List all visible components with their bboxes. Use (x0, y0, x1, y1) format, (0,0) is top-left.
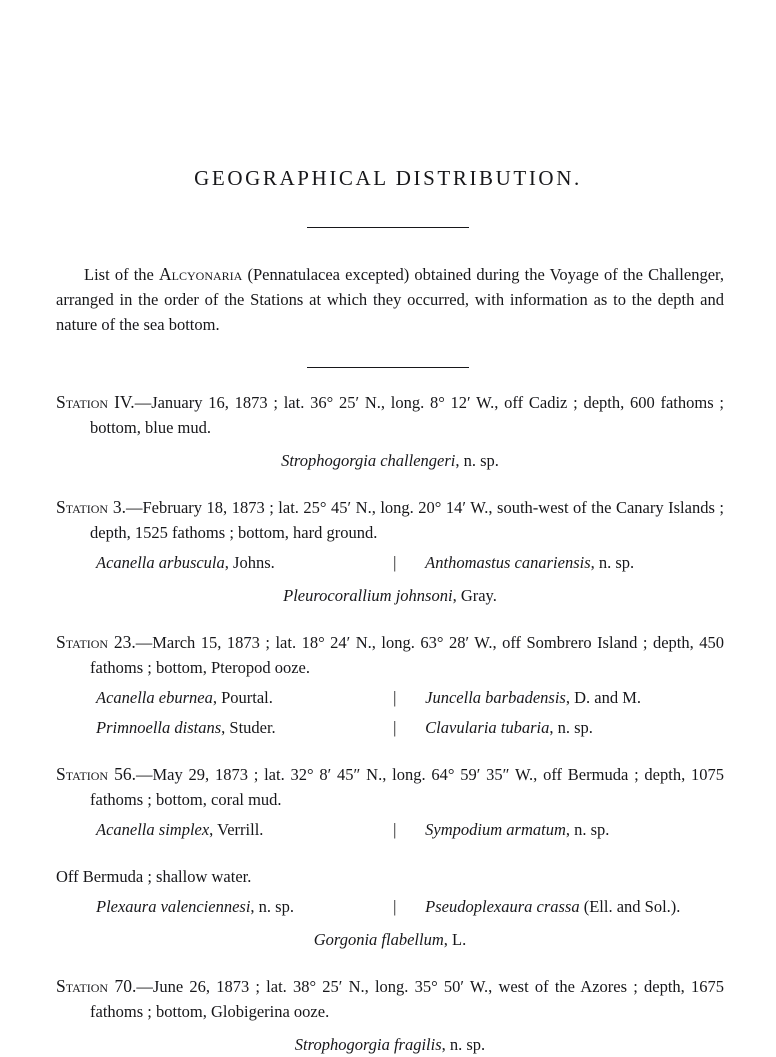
species-entry-centered (56, 583, 724, 608)
species-entry (391, 685, 720, 710)
station-details: —March 15, 1873 ; lat. 18° 24′ N., long. 63° 28′ W., off Sombrero Island ; depth, 450 fathoms ; bottom, Pteropod ooze. (90, 633, 724, 677)
species-entry (96, 817, 391, 842)
species-name: Clavularia tubaria (425, 718, 550, 737)
station-list (48, 390, 728, 1057)
species-authority: , D. and M. (565, 688, 642, 707)
species-name: Acanella eburnea (96, 688, 213, 707)
species-entry-centered (56, 927, 724, 952)
intro-lead: List of the (84, 265, 160, 284)
station-heading (56, 974, 724, 1024)
station-heading (56, 495, 724, 545)
divider-rule-top (307, 227, 469, 228)
station-details: —February 18, 1873 ; lat. 25° 45′ N., long. 20° 14′ W., south-west of the Canary Islands ; depth, 1525 fathoms ; bottom, hard ground. (90, 498, 724, 542)
species-entry (96, 715, 391, 740)
species-authority: , n. sp. (590, 553, 635, 572)
species-entry-centered (56, 448, 724, 473)
species-authority: , n. sp. (441, 1035, 486, 1054)
species-row (56, 817, 724, 842)
species-entry-centered (56, 1032, 724, 1057)
species-entry (96, 550, 391, 575)
species-name: Sympodium armatum (425, 820, 566, 839)
species-name: Strophogorgia fragilis (294, 1035, 442, 1054)
species-authority: , Pourtal. (212, 688, 273, 707)
station-label: Station 56. (56, 764, 137, 784)
station-block (48, 630, 728, 740)
species-authority: (Ell. and Sol.). (579, 897, 681, 916)
divider-rule-second (307, 367, 469, 368)
species-authority: , Johns. (224, 553, 275, 572)
species-name: Gorgonia flabellum (313, 930, 444, 949)
page-title: GEOGRAPHICAL DISTRIBUTION. (194, 166, 582, 190)
station-heading (56, 390, 724, 440)
species-row (56, 894, 724, 919)
station-block (48, 974, 728, 1057)
station-label: Station 70. (56, 976, 137, 996)
station-block (48, 864, 728, 952)
intro-smallcaps: Alcyonaria (159, 264, 243, 284)
species-authority: , Verrill. (209, 820, 264, 839)
species-entry (96, 894, 391, 919)
station-block (48, 495, 728, 608)
intro-paragraph (48, 262, 728, 337)
station-details: —January 16, 1873 ; lat. 36° 25′ N., long. 8° 12′ W., off Cadiz ; depth, 600 fathoms ; bottom, blue mud. (90, 393, 724, 437)
species-name: Juncella barbadensis (425, 688, 566, 707)
species-name: Strophogorgia challengeri (281, 451, 456, 470)
station-heading (56, 630, 724, 680)
species-authority: , n. sp. (549, 718, 593, 737)
species-authority: , L. (443, 930, 467, 949)
station-block (48, 762, 728, 842)
species-authority: , n. sp. (250, 897, 294, 916)
species-entry (391, 817, 720, 842)
species-authority: , n. sp. (455, 451, 499, 470)
species-name: Primnoella distans (96, 718, 222, 737)
species-name: Plexaura valenciennesi (96, 897, 251, 916)
station-details: —June 26, 1873 ; lat. 38° 25′ N., long. 35° 50′ W., west of the Azores ; depth, 1675 fathoms ; bottom, Globigerina ooze. (90, 977, 724, 1021)
species-entry (391, 894, 720, 919)
species-name: Acanella simplex (96, 820, 210, 839)
station-details: Off Bermuda ; shallow water. (56, 867, 252, 886)
station-label: Station IV. (56, 392, 135, 412)
species-entry (391, 550, 720, 575)
species-entry (96, 685, 391, 710)
species-row (56, 550, 724, 575)
species-authority: , n. sp. (565, 820, 610, 839)
species-row (56, 715, 724, 740)
station-heading (56, 762, 724, 812)
station-details: —May 29, 1873 ; lat. 32° 8′ 45″ N., long. 64° 59′ 35″ W., off Bermuda ; depth, 1075 fathoms ; bottom, coral mud. (90, 765, 724, 809)
station-block (48, 390, 728, 473)
species-name: Acanella arbuscula (96, 553, 225, 572)
station-heading (56, 864, 724, 889)
species-name: Pseudoplexaura crassa (425, 897, 580, 916)
station-label: Station 23. (56, 632, 136, 652)
species-row (56, 685, 724, 710)
species-name: Pleurocorallium johnsoni (283, 586, 453, 605)
species-authority: , Gray. (452, 586, 497, 605)
station-label: Station 3. (56, 497, 126, 517)
species-authority: , Studer. (221, 718, 276, 737)
species-entry (391, 715, 720, 740)
species-name: Anthomastus canariensis (425, 553, 591, 572)
intro-rest: (Pennatulacea excepted) obtained during the Voyage of the Challenger, arranged in the order of the Stations at which they occurred, with information as to the depth and nature of the sea bottom. (56, 265, 724, 334)
